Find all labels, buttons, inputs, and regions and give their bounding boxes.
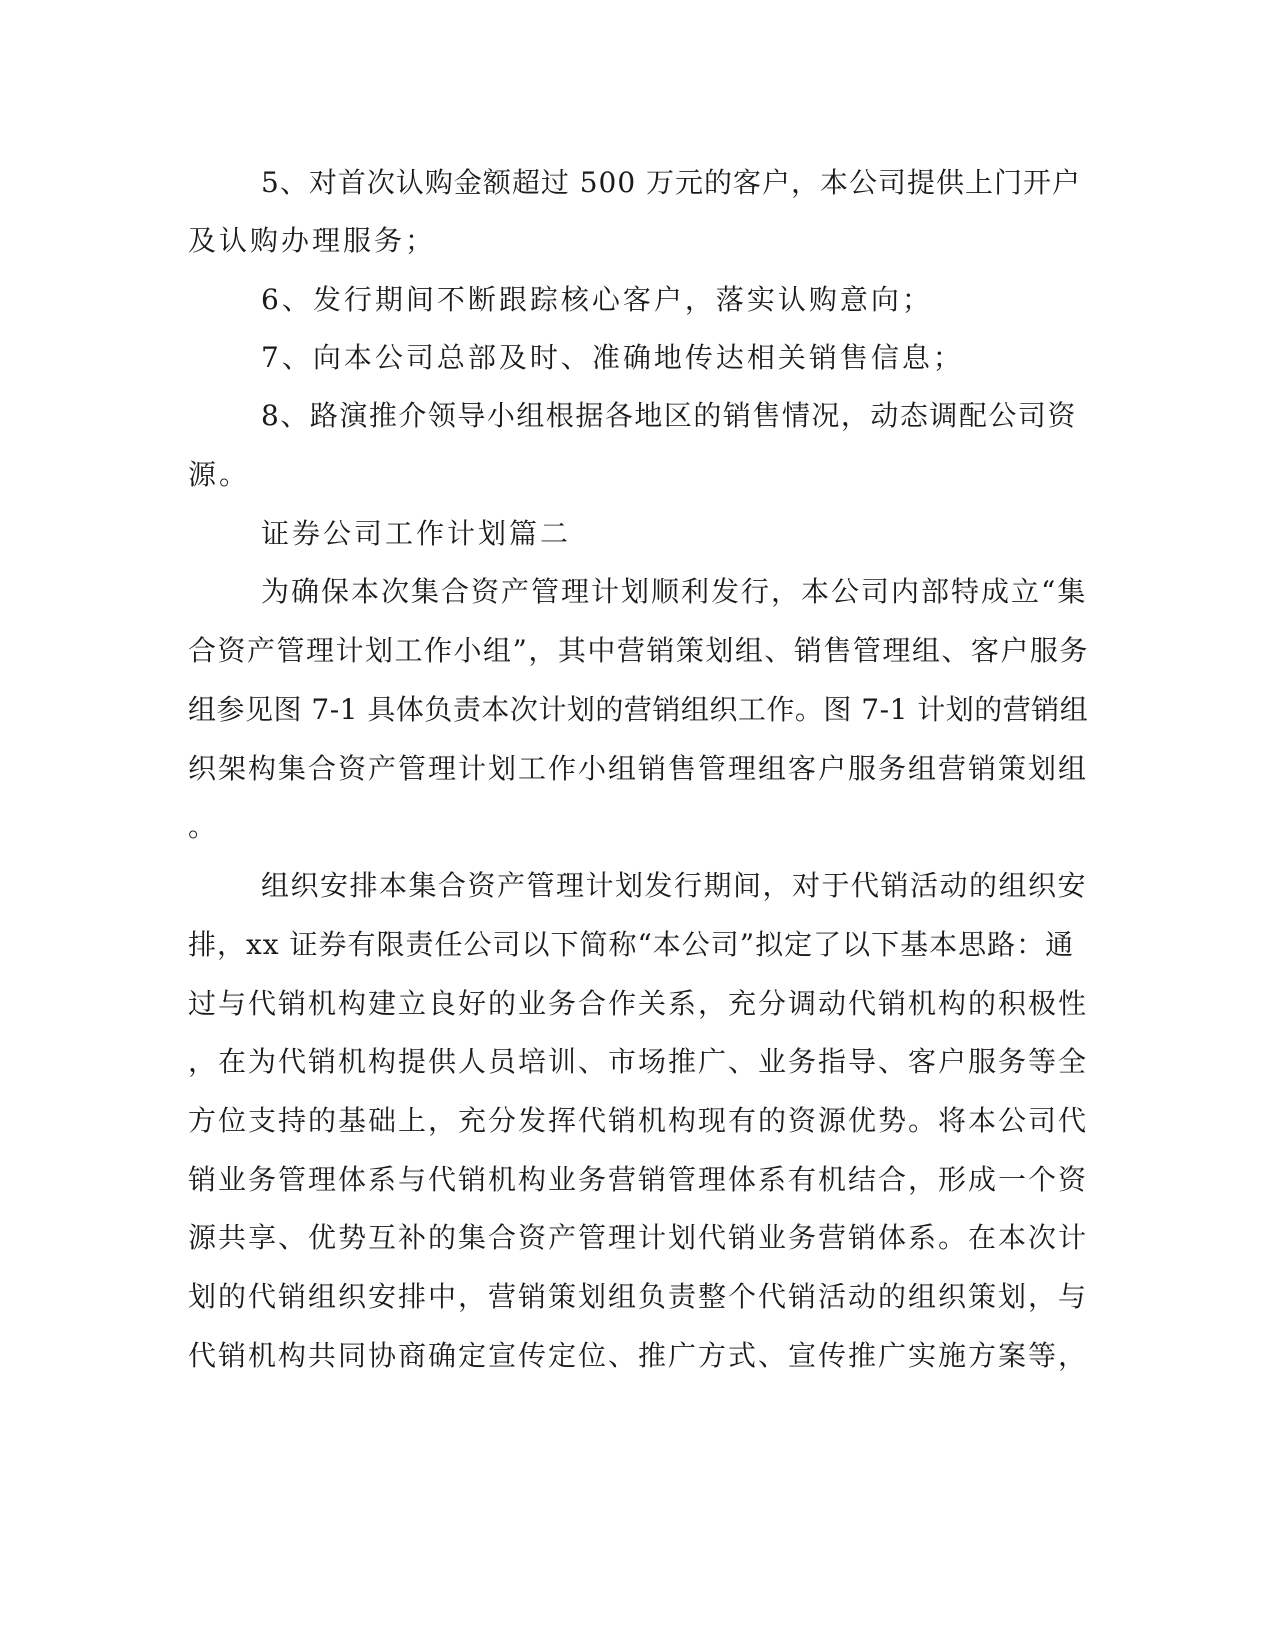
para-1-line-2: 合资产管理计划工作小组”，其中营销策划组、销售管理组、客户服务: [188, 634, 1089, 667]
para-2-line-9: 代销机构共同协商确定宣传定位、推广方式、宣传推广实施方案等，: [188, 1339, 1089, 1372]
para-1-line-5: 。: [188, 810, 217, 843]
para-1-line-1: 为确保本次集合资产管理计划顺利发行，本公司内部特成立“集: [261, 575, 1088, 608]
item-6: 6、发行期间不断跟踪核心客户，落实认购意向；: [261, 283, 933, 316]
para-2-line-6: 销业务管理体系与代销机构业务营销管理体系有机结合，形成一个资: [188, 1163, 1089, 1196]
para-2-line-4: ，在为代销机构提供人员培训、市场推广、业务指导、客户服务等全: [188, 1045, 1089, 1078]
item-8-line-2: 源。: [188, 458, 251, 491]
item-7: 7、向本公司总部及时、准确地传达相关销售信息；: [261, 341, 964, 374]
para-2-line-1: 组织安排本集合资产管理计划发行期间，对于代销活动的组织安: [261, 869, 1088, 902]
item-5-line-2: 及认购办理服务；: [188, 224, 437, 257]
item-8-line-1: 8、路演推介领导小组根据各地区的销售情况，动态调配公司资: [261, 399, 1077, 432]
para-2-line-3: 过与代销机构建立良好的业务合作关系，充分调动代销机构的积极性: [188, 987, 1089, 1020]
para-2-line-7: 源共享、优势互补的集合资产管理计划代销业务营销体系。在本次计: [188, 1221, 1089, 1254]
item-5-line-1: 5、对首次认购金额超过 500 万元的客户，本公司提供上门开户: [261, 166, 1082, 199]
para-2-line-5: 方位支持的基础上，充分发挥代销机构现有的资源优势。将本公司代: [188, 1104, 1089, 1137]
para-1-line-4: 织架构集合资产管理计划工作小组销售管理组客户服务组营销策划组: [188, 752, 1089, 785]
para-2-line-8: 划的代销组织安排中，营销策划组负责整个代销活动的组织策划，与: [188, 1280, 1089, 1313]
para-2-line-2: 排，xx 证券有限责任公司以下简称“本公司”拟定了以下基本思路：通: [188, 928, 1075, 961]
para-1-line-3: 组参见图 7-1 具体负责本次计划的营销组织工作。图 7-1 计划的营销组: [188, 693, 1089, 726]
section-title: 证券公司工作计划篇二: [261, 517, 572, 550]
